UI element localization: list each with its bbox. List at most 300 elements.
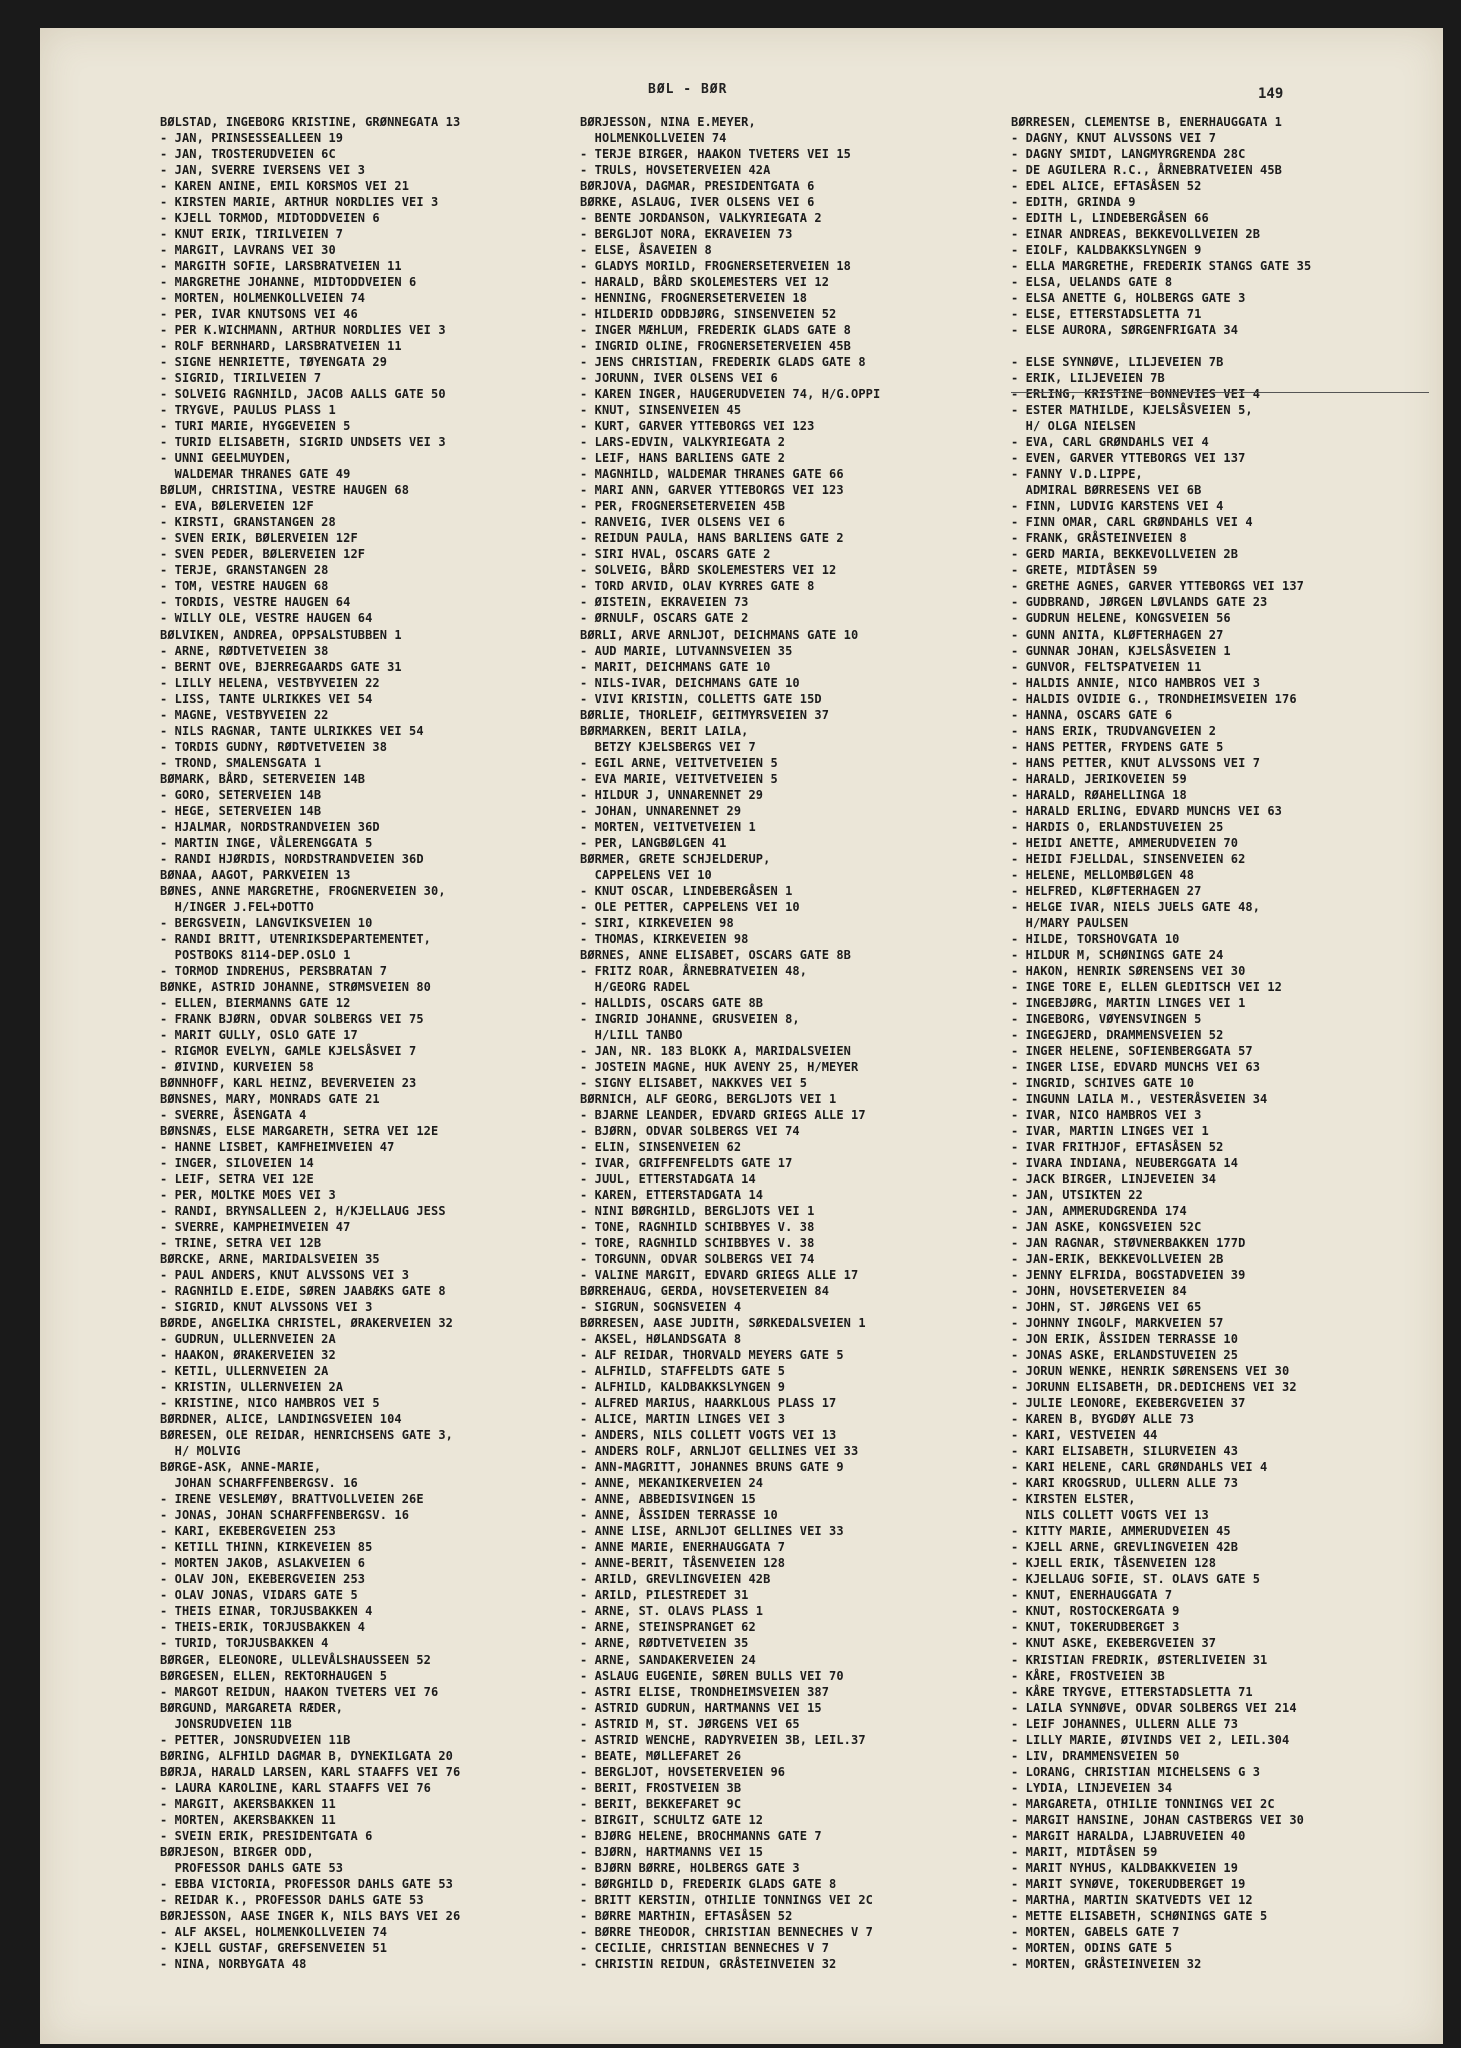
- directory-entry: - SOLVEIG RAGNHILD, JACOB AALLS GATE 50: [160, 387, 446, 402]
- directory-entry: BØRGUND, MARGARETA RÆDER,: [160, 1700, 344, 1715]
- directory-entry: - JON ERIK, ÅSSIDEN TERRASSE 10: [1011, 1332, 1239, 1347]
- directory-entry: - DAGNY, KNUT ALVSSONS VEI 7: [1011, 131, 1217, 146]
- directory-entry: - ARNE, ST. OLAVS PLASS 1: [580, 1604, 764, 1619]
- directory-entry: - BERIT, FROSTVEIEN 3B: [580, 1780, 742, 1795]
- directory-entry: - MARIT GULLY, OSLO GATE 17: [160, 1027, 358, 1042]
- directory-entry: - MARGIT, LAVRANS VEI 30: [160, 243, 336, 258]
- directory-entry: BØRCKE, ARNE, MARIDALSVEIEN 35: [160, 1252, 380, 1267]
- directory-entry: - LISS, TANTE ULRIKKES VEI 54: [160, 691, 373, 706]
- directory-entry: BØRRESEN, AASE JUDITH, SØRKEDALSVEIEN 1: [580, 1316, 866, 1331]
- directory-entry: - KNUT, TOKERUDBERGET 3: [1011, 1620, 1180, 1635]
- directory-entry: - HANNE LISBET, KAMFHEIMVEIEN 47: [160, 1140, 395, 1154]
- directory-entry: - BØRRE THEODOR, CHRISTIAN BENNECHES V 7: [580, 1924, 873, 1939]
- directory-entry: - REIDUN PAULA, HANS BARLIENS GATE 2: [580, 531, 844, 546]
- directory-entry: - BØRRE MARTHIN, EFTASÅSEN 52: [580, 1908, 793, 1923]
- directory-entry: - GERD MARIA, BEKKEVOLLVEIEN 2B: [1011, 547, 1239, 562]
- directory-entry: - MORTEN, AKERSBAKKEN 11: [160, 1812, 336, 1827]
- directory-entry: BØRJESSON, NINA E.MEYER,: [580, 115, 756, 129]
- directory-entry: - TERJE BIRGER, HAAKON TVETERS VEI 15: [580, 147, 852, 162]
- directory-entry: BØNNHOFF, KARL HEINZ, BEVERVEIEN 23: [160, 1075, 417, 1090]
- directory-entry: - HARALD ERLING, EDVARD MUNCHS VEI 63: [1011, 803, 1283, 818]
- directory-entry: - SIGRID, TIRILVEIEN 7: [160, 371, 322, 386]
- directory-entry: - NILS-IVAR, DEICHMANS GATE 10: [580, 675, 800, 690]
- directory-entry: - LYDIA, LINJEVEIEN 34: [1011, 1780, 1173, 1795]
- directory-entry: - MARTHA, MARTIN SKATVEDTS VEI 12: [1011, 1892, 1253, 1907]
- directory-entry: - HILDE, TORSHOVGATA 10: [1011, 931, 1180, 946]
- directory-entry: BØNSNES, MARY, MONRADS GATE 21: [160, 1091, 380, 1106]
- directory-entry: - SOLVEIG, BÅRD SKOLEMESTERS VEI 12: [580, 563, 837, 578]
- directory-entry: - HILDUR M, SCHØNINGS GATE 24: [1011, 947, 1224, 962]
- directory-entry: - BJØRG HELENE, BROCHMANNS GATE 7: [580, 1828, 822, 1843]
- directory-entry: - ELSE, ETTERSTADSLETTA 71: [1011, 307, 1202, 322]
- directory-entry: - JAN, SVERRE IVERSENS VEI 3: [160, 163, 366, 178]
- directory-entry: - ALFRED MARIUS, HAARKLOUS PLASS 17: [580, 1396, 837, 1411]
- directory-entry: - INGEBJØRG, MARTIN LINGES VEI 1: [1011, 995, 1246, 1010]
- directory-entry: - PER, FROGNERSETERVEIEN 45B: [580, 499, 786, 514]
- directory-entry: - HILDUR J, UNNARENNET 29: [580, 787, 764, 802]
- directory-entry: - EGIL ARNE, VEITVETVEIEN 5: [580, 755, 778, 770]
- directory-entry: - REIDAR K., PROFESSOR DAHLS GATE 53: [160, 1892, 424, 1907]
- directory-entry: - INGER MÆHLUM, FREDERIK GLADS GATE 8: [580, 323, 852, 338]
- directory-entry: BØRKE, ASLAUG, IVER OLSENS VEI 6: [580, 195, 815, 210]
- directory-entry: - EIOLF, KALDBAKKSLYNGEN 9: [1011, 243, 1202, 258]
- directory-entry: - GUDRUN HELENE, KONGSVEIEN 56: [1011, 611, 1231, 626]
- directory-entry: - HALDIS OVIDIE G., TRONDHEIMSVEIEN 176: [1011, 691, 1297, 706]
- directory-entry: - OLAV JONAS, VIDARS GATE 5: [160, 1588, 358, 1603]
- directory-entry: - NINI BØRGHILD, BERGLJOTS VEI 1: [580, 1204, 815, 1219]
- directory-entry: - JORUN WENKE, HENRIK SØRENSENS VEI 30: [1011, 1364, 1290, 1379]
- directory-entry: PROFESSOR DAHLS GATE 53: [160, 1860, 344, 1875]
- directory-entry: WALDEMAR THRANES GATE 49: [160, 467, 351, 482]
- directory-entry: - MORTEN JAKOB, ASLAKVEIEN 6: [160, 1556, 366, 1571]
- directory-entry: - RANDI BRITT, UTENRIKSDEPARTEMENTET,: [160, 931, 432, 946]
- directory-entry: - MAGNE, VESTBYVEIEN 22: [160, 707, 329, 722]
- directory-entry: - FINN OMAR, CARL GRØNDAHLS VEI 4: [1011, 515, 1253, 530]
- directory-entry: - BØRGHILD D, FREDERIK GLADS GATE 8: [580, 1876, 837, 1891]
- directory-entry: - PER, MOLTKE MOES VEI 3: [160, 1188, 336, 1203]
- directory-entry: - ELSA, UELANDS GATE 8: [1011, 275, 1173, 290]
- directory-entry: - EDEL ALICE, EFTASÅSEN 52: [1011, 179, 1202, 194]
- directory-entry: - JACK BIRGER, LINJEVEIEN 34: [1011, 1172, 1217, 1187]
- directory-entry: - GUDRUN, ULLERNVEIEN 2A: [160, 1332, 336, 1347]
- directory-entry: - MARGITH SOFIE, LARSBRATVEIEN 11: [160, 259, 402, 274]
- directory-entry: - GRETE, MIDTÅSEN 59: [1011, 563, 1158, 578]
- directory-entry: - KAREN INGER, HAUGERUDVEIEN 74, H/G.OPPI: [580, 387, 881, 402]
- directory-entry: BØNKE, ASTRID JOHANNE, STRØMSVEIEN 80: [160, 979, 432, 994]
- directory-entry: H/MARY PAULSEN: [1011, 915, 1129, 930]
- directory-entry: - DE AGUILERA R.C., ÅRNEBRATVEIEN 45B: [1011, 163, 1283, 178]
- directory-entry: - IRENE VESLEMØY, BRATTVOLLVEIEN 26E: [160, 1492, 424, 1507]
- directory-entry: - JAN ASKE, KONGSVEIEN 52C: [1011, 1220, 1202, 1235]
- directory-entry: BØRMARKEN, BERIT LAILA,: [580, 723, 749, 738]
- directory-entry: - ERIK, LILJEVEIEN 7B: [1011, 371, 1165, 386]
- directory-entry: - ALFHILD, KALDBAKKSLYNGEN 9: [580, 1380, 786, 1395]
- directory-entry: - HANS ERIK, TRUDVANGVEIEN 2: [1011, 723, 1217, 738]
- directory-entry: - KÅRE TRYGVE, ETTERSTADSLETTA 71: [1011, 1684, 1253, 1699]
- directory-entry: - INGUNN LAILA M., VESTERÅSVEIEN 34: [1011, 1091, 1268, 1106]
- directory-entry: - SVEN PEDER, BØLERVEIEN 12F: [160, 547, 366, 562]
- directory-entry: - GUDBRAND, JØRGEN LØVLANDS GATE 23: [1011, 595, 1268, 610]
- directory-entry: - KNUT, SINSENVEIEN 45: [580, 403, 742, 418]
- directory-entry: - HARALD, JERIKOVEIEN 59: [1011, 771, 1187, 786]
- directory-entry: - HARALD, RØAHELLINGA 18: [1011, 787, 1187, 802]
- directory-entry: - HAKON, HENRIK SØRENSENS VEI 30: [1011, 963, 1246, 978]
- directory-entry: - BERGSVEIN, LANGVIKSVEIEN 10: [160, 915, 373, 930]
- directory-entry: - BENTE JORDANSON, VALKYRIEGATA 2: [580, 211, 822, 226]
- directory-entry: - HENNING, FROGNERSETERVEIEN 18: [580, 291, 808, 306]
- directory-entry: - VIVI KRISTIN, COLLETTS GATE 15D: [580, 691, 822, 706]
- directory-entry: - KURT, GARVER YTTEBORGS VEI 123: [580, 419, 815, 434]
- directory-entry: - GUNNAR JOHAN, KJELSÅSVEIEN 1: [1011, 643, 1231, 658]
- directory-entry: - INGEGJERD, DRAMMENSVEIEN 52: [1011, 1027, 1224, 1042]
- directory-entry: BØRGER, ELEONORE, ULLEVÅLSHAUSSEEN 52: [160, 1652, 432, 1667]
- directory-entry: - GRETHE AGNES, GARVER YTTEBORGS VEI 137: [1011, 579, 1304, 594]
- directory-entry: - TORE, RAGNHILD SCHIBBYES V. 38: [580, 1236, 815, 1251]
- directory-entry: - RANDI, BRYNSALLEEN 2, H/KJELLAUG JESS: [160, 1204, 446, 1219]
- directory-entry: - ESTER MATHILDE, KJELSÅSVEIEN 5,: [1011, 403, 1253, 418]
- directory-entry: - ANNE-BERIT, TÅSENVEIEN 128: [580, 1556, 786, 1571]
- directory-entry: - JORUNN, IVER OLSENS VEI 6: [580, 371, 778, 386]
- directory-entry: - LEIF, SETRA VEI 12E: [160, 1172, 314, 1187]
- directory-entry: - KARI ELISABETH, SILURVEIEN 43: [1011, 1444, 1239, 1459]
- directory-entry: - ALF REIDAR, THORVALD MEYERS GATE 5: [580, 1348, 844, 1363]
- directory-entry: POSTBOKS 8114-DEP.OSLO 1: [160, 947, 351, 962]
- directory-entry: - INGEBORG, VØYENSVINGEN 5: [1011, 1011, 1202, 1026]
- directory-entry: - MARGRETHE JOHANNE, MIDTODDVEIEN 6: [160, 275, 417, 290]
- directory-entry: BØNSNÆS, ELSE MARGARETH, SETRA VEI 12E: [160, 1123, 439, 1138]
- directory-entry: BØRGE-ASK, ANNE-MARIE,: [160, 1460, 322, 1475]
- directory-entry: - MARGIT HANSINE, JOHAN CASTBERGS VEI 30: [1011, 1812, 1304, 1827]
- directory-page: [40, 28, 1443, 2044]
- directory-entry: - MORTEN, HOLMENKOLLVEIEN 74: [160, 291, 366, 306]
- directory-entry: BETZY KJELSBERGS VEI 7: [580, 739, 756, 754]
- directory-entry: - EVA MARIE, VEITVETVEIEN 5: [580, 771, 778, 786]
- directory-entry: - OLAV JON, EKEBERGVEIEN 253: [160, 1572, 366, 1587]
- directory-entry: ADMIRAL BØRRESENS VEI 6B: [1011, 483, 1202, 498]
- directory-entry: - PER K.WICHMANN, ARTHUR NORDLIES VEI 3: [160, 323, 446, 338]
- directory-entry: - KNUT, ROSTOCKERGATA 9: [1011, 1604, 1180, 1619]
- directory-entry: BØRJESON, BIRGER ODD,: [160, 1844, 314, 1859]
- directory-entry: - JAN, PRINSESSEALLEEN 19: [160, 131, 344, 146]
- directory-entry: - TRULS, HOVSETERVEIEN 42A: [580, 163, 771, 178]
- directory-entry: - INGER, SILOVEIEN 14: [160, 1156, 314, 1171]
- directory-entry: - DAGNY SMIDT, LANGMYRGRENDA 28C: [1011, 147, 1246, 162]
- directory-entry: - KJELL TORMOD, MIDTODDVEIEN 6: [160, 211, 380, 226]
- directory-entry: - HELFRED, KLØFTERHAGEN 27: [1011, 883, 1202, 898]
- directory-entry: - SIGNE HENRIETTE, TØYENGATA 29: [160, 355, 388, 370]
- directory-entry: - PER, IVAR KNUTSONS VEI 46: [160, 307, 358, 322]
- directory-entry: - LEIF JOHANNES, ULLERN ALLE 73: [1011, 1716, 1239, 1731]
- directory-entry: - JOHNNY INGOLF, MARKVEIEN 57: [1011, 1316, 1224, 1331]
- directory-entry: - MARGARETA, OTHILIE TONNINGS VEI 2C: [1011, 1796, 1275, 1811]
- directory-entry: - MORTEN, GRÅSTEINVEIEN 32: [1011, 1956, 1202, 1971]
- directory-entry: - HEGE, SETERVEIEN 14B: [160, 803, 322, 818]
- directory-entry: - HARALD, BÅRD SKOLEMESTERS VEI 12: [580, 275, 830, 290]
- directory-entry: - SIGRID, KNUT ALVSSONS VEI 3: [160, 1300, 373, 1315]
- directory-entry: - ARNE, STEINSPRANGET 62: [580, 1620, 756, 1635]
- directory-entry: - KARI HELENE, CARL GRØNDAHLS VEI 4: [1011, 1460, 1268, 1475]
- directory-entry: - RANDI HJØRDIS, NORDSTRANDVEIEN 36D: [160, 851, 424, 866]
- directory-entry: - INGER LISE, EDVARD MUNCHS VEI 63: [1011, 1059, 1261, 1074]
- directory-entry: BØRGESEN, ELLEN, REKTORHAUGEN 5: [160, 1668, 388, 1683]
- directory-entry: - KIRSTEN ELSTER,: [1011, 1492, 1136, 1507]
- directory-entry: - HELGE IVAR, NIELS JUELS GATE 48,: [1011, 899, 1261, 914]
- directory-entry: - KARI, VESTVEIEN 44: [1011, 1428, 1158, 1443]
- directory-entry: - BERIT, BEKKEFARET 9C: [580, 1796, 742, 1811]
- directory-entry: - FANNY V.D.LIPPE,: [1011, 467, 1143, 482]
- directory-entry: - HJALMAR, NORDSTRANDVEIEN 36D: [160, 819, 380, 834]
- directory-entry: - GUNVOR, FELTSPATVEIEN 11: [1011, 659, 1202, 674]
- directory-entry: - JAN, TROSTERUDVEIEN 6C: [160, 147, 336, 162]
- directory-entry: - HALLDIS, OSCARS GATE 8B: [580, 995, 764, 1010]
- directory-entry: BØRLI, ARVE ARNLJOT, DEICHMANS GATE 10: [580, 627, 859, 642]
- directory-entry: [1011, 338, 1311, 354]
- directory-entry: - MORTEN, GABELS GATE 7: [1011, 1924, 1180, 1939]
- directory-entry: - LARS-EDVIN, VALKYRIEGATA 2: [580, 435, 786, 450]
- directory-entry: H/GEORG RADEL: [580, 979, 690, 994]
- directory-entry: - ANNE LISE, ARNLJOT GELLINES VEI 33: [580, 1524, 844, 1539]
- directory-entry: - MARGIT, AKERSBAKKEN 11: [160, 1796, 336, 1811]
- directory-entry: - ASTRID GUDRUN, HARTMANNS VEI 15: [580, 1700, 822, 1715]
- directory-entry: - HANNA, OSCARS GATE 6: [1011, 707, 1173, 722]
- directory-entry: - RIGMOR EVELYN, GAMLE KJELSÅSVEI 7: [160, 1043, 417, 1058]
- directory-entry: - KJELL ERIK, TÅSENVEIEN 128: [1011, 1556, 1217, 1571]
- directory-entry: - RAGNHILD E.EIDE, SØREN JAABÆKS GATE 8: [160, 1284, 446, 1299]
- directory-entry: - FRANK, GRÅSTEINVEIEN 8: [1011, 531, 1187, 546]
- directory-entry: - HELENE, MELLOMBØLGEN 48: [1011, 867, 1195, 882]
- directory-entry: - KNUT, ENERHAUGGATA 7: [1011, 1588, 1173, 1603]
- directory-entry: - MAGNHILD, WALDEMAR THRANES GATE 66: [580, 467, 844, 482]
- directory-entry: BØRREHAUG, GERDA, HOVSETERVEIEN 84: [580, 1284, 830, 1299]
- directory-entry: - IVAR, GRIFFENFELDTS GATE 17: [580, 1156, 793, 1171]
- directory-entry: - HARDIS O, ERLANDSTUVEIEN 25: [1011, 819, 1224, 834]
- directory-entry: - MARGOT REIDUN, HAAKON TVETERS VEI 76: [160, 1684, 439, 1699]
- directory-entry: - HAAKON, ØRAKERVEIEN 32: [160, 1348, 336, 1363]
- directory-entry: CAPPELENS VEI 10: [580, 867, 712, 882]
- directory-entry: - JAN, UTSIKTEN 22: [1011, 1188, 1143, 1203]
- directory-entry: - ELLA MARGRETHE, FREDERIK STANGS GATE 35: [1011, 259, 1312, 274]
- directory-entry: - ANDERS ROLF, ARNLJOT GELLINES VEI 33: [580, 1444, 859, 1459]
- directory-entry: - KARI KROGSRUD, ULLERN ALLE 73: [1011, 1476, 1239, 1491]
- directory-entry: - ANDERS, NILS COLLETT VOGTS VEI 13: [580, 1428, 837, 1443]
- directory-entry: - INGRID JOHANNE, GRUSVEIEN 8,: [580, 1011, 800, 1026]
- directory-entry: - BJARNE LEANDER, EDVARD GRIEGS ALLE 17: [580, 1107, 866, 1122]
- directory-entry: - JOHN, HOVSETERVEIEN 84: [1011, 1284, 1187, 1299]
- page-header: BØL - BØR: [648, 82, 728, 97]
- directory-entry: - TOM, VESTRE HAUGEN 68: [160, 579, 329, 594]
- directory-entry: - TROND, SMALENSGATA 1: [160, 755, 322, 770]
- directory-entry: - ALICE, MARTIN LINGES VEI 3: [580, 1412, 786, 1427]
- directory-entry: - BERGLJOT NORA, EKRAVEIEN 73: [580, 227, 793, 242]
- directory-entry: - ANN-MAGRITT, JOHANNES BRUNS GATE 9: [580, 1460, 844, 1475]
- directory-entry: - ØRNULF, OSCARS GATE 2: [580, 611, 749, 626]
- directory-entry: - ASLAUG EUGENIE, SØREN BULLS VEI 70: [580, 1668, 844, 1683]
- directory-entry: BØRING, ALFHILD DAGMAR B, DYNEKILGATA 20: [160, 1748, 453, 1763]
- column-2: [580, 114, 880, 1972]
- directory-entry: - BERNT OVE, BJERREGAARDS GATE 31: [160, 659, 402, 674]
- directory-entry: - JONAS ASKE, ERLANDSTUVEIEN 25: [1011, 1348, 1239, 1363]
- directory-entry: - ARNE, RØDTVETVEIEN 38: [160, 643, 329, 658]
- directory-entry: - SIGNY ELISABET, NAKKVES VEI 5: [580, 1075, 808, 1090]
- directory-entry: BØRNES, ANNE ELISABET, OSCARS GATE 8B: [580, 947, 852, 962]
- directory-entry: - PAUL ANDERS, KNUT ALVSSONS VEI 3: [160, 1268, 410, 1283]
- directory-entry: - IVAR, MARTIN LINGES VEI 1: [1011, 1123, 1209, 1138]
- directory-entry: - HEIDI ANETTE, AMMERUDVEIEN 70: [1011, 835, 1239, 850]
- directory-entry: - JENS CHRISTIAN, FREDERIK GLADS GATE 8: [580, 355, 866, 370]
- directory-entry: - LAILA SYNNØVE, ODVAR SOLBERGS VEI 214: [1011, 1700, 1297, 1715]
- directory-entry: - SIRI, KIRKEVEIEN 98: [580, 915, 734, 930]
- directory-entry: - ARILD, GREVLINGVEIEN 42B: [580, 1572, 771, 1587]
- directory-entry: - JOHN, ST. JØRGENS VEI 65: [1011, 1300, 1202, 1315]
- directory-entry: - NINA, NORBYGATA 48: [160, 1956, 307, 1971]
- column-divider-rule: [1011, 392, 1429, 393]
- directory-entry: - JOHAN, UNNARENNET 29: [580, 803, 742, 818]
- directory-entry: - NILS RAGNAR, TANTE ULRIKKES VEI 54: [160, 723, 424, 738]
- directory-entry: - BJØRN BØRRE, HOLBERGS GATE 3: [580, 1860, 800, 1875]
- directory-entry: - ARNE, RØDTVETVEIEN 35: [580, 1636, 749, 1651]
- directory-entry: JONSRUDVEIEN 11B: [160, 1716, 292, 1731]
- directory-entry: BØRJOVA, DAGMAR, PRESIDENTGATA 6: [580, 179, 815, 194]
- directory-entry: - ELIN, SINSENVEIEN 62: [580, 1140, 742, 1154]
- directory-entry: - HEIDI FJELLDAL, SINSENVEIEN 62: [1011, 851, 1246, 866]
- directory-entry: - JAN, AMMERUDGRENDA 174: [1011, 1204, 1187, 1219]
- directory-entry: - KAREN, ETTERSTADGATA 14: [580, 1188, 764, 1203]
- directory-entry: - SVERRE, ÅSENGATA 4: [160, 1107, 307, 1122]
- directory-entry: - CECILIE, CHRISTIAN BENNECHES V 7: [580, 1940, 830, 1955]
- directory-entry: - TORD ARVID, OLAV KYRRES GATE 8: [580, 579, 815, 594]
- directory-entry: - EINAR ANDREAS, BEKKEVOLLVEIEN 2B: [1011, 227, 1261, 242]
- directory-entry: - WILLY OLE, VESTRE HAUGEN 64: [160, 611, 373, 626]
- directory-entry: BØRJA, HARALD LARSEN, KARL STAAFFS VEI 76: [160, 1764, 461, 1779]
- column-1: [160, 114, 460, 1972]
- directory-entry: - TURID ELISABETH, SIGRID UNDSETS VEI 3: [160, 435, 446, 450]
- directory-entry: - KNUT ERIK, TIRILVEIEN 7: [160, 227, 344, 242]
- directory-entry: - EDITH, GRINDA 9: [1011, 195, 1136, 210]
- directory-entry: - ARILD, PILESTREDET 31: [580, 1588, 749, 1603]
- directory-entry: - BRITT KERSTIN, OTHILIE TONNINGS VEI 2C: [580, 1892, 873, 1907]
- directory-entry: - KITTY MARIE, AMMERUDVEIEN 45: [1011, 1524, 1231, 1539]
- directory-entry: - BERGLJOT, HOVSETERVEIEN 96: [580, 1764, 786, 1779]
- directory-entry: - TORDIS, VESTRE HAUGEN 64: [160, 595, 351, 610]
- directory-entry: - SVEIN ERIK, PRESIDENTGATA 6: [160, 1828, 373, 1843]
- directory-entry: - JAN RAGNAR, STØVNERBAKKEN 177D: [1011, 1236, 1246, 1251]
- directory-entry: - KIRSTEN MARIE, ARTHUR NORDLIES VEI 3: [160, 195, 439, 210]
- directory-entry: - LEIF, HANS BARLIENS GATE 2: [580, 451, 786, 466]
- directory-entry: BØRDNER, ALICE, LANDINGSVEIEN 104: [160, 1412, 402, 1427]
- directory-entry: JOHAN SCHARFFENBERGSV. 16: [160, 1476, 358, 1491]
- directory-entry: - FRITZ ROAR, ÅRNEBRATVEIEN 48,: [580, 963, 808, 978]
- directory-entry: - JUUL, ETTERSTADGATA 14: [580, 1172, 756, 1187]
- directory-entry: BØRDE, ANGELIKA CHRISTEL, ØRAKERVEIEN 32: [160, 1316, 453, 1331]
- directory-entry: - INGER HELENE, SOFIENBERGGATA 57: [1011, 1043, 1253, 1058]
- directory-entry: - SVEN ERIK, BØLERVEIEN 12F: [160, 531, 358, 546]
- directory-entry: - BIRGIT, SCHULTZ GATE 12: [580, 1812, 764, 1827]
- directory-entry: - INGRID OLINE, FROGNERSETERVEIEN 45B: [580, 339, 852, 354]
- directory-entry: BØRRESEN, CLEMENTSE B, ENERHAUGGATA 1: [1011, 115, 1283, 129]
- directory-entry: H/LILL TANBO: [580, 1027, 683, 1042]
- directory-entry: - LIV, DRAMMENSVEIEN 50: [1011, 1748, 1180, 1763]
- directory-entry: - JORUNN ELISABETH, DR.DEDICHENS VEI 32: [1011, 1380, 1297, 1395]
- directory-entry: - ANNE, ÅSSIDEN TERRASSE 10: [580, 1508, 778, 1523]
- directory-entry: - LILLY MARIE, ØIVINDS VEI 2, LEIL.304: [1011, 1732, 1290, 1747]
- directory-entry: - EBBA VICTORIA, PROFESSOR DAHLS GATE 53: [160, 1876, 453, 1891]
- directory-entry: - METTE ELISABETH, SCHØNINGS GATE 5: [1011, 1908, 1268, 1923]
- directory-entry: - TRINE, SETRA VEI 12B: [160, 1236, 322, 1251]
- directory-entry: - HANS PETTER, KNUT ALVSSONS VEI 7: [1011, 755, 1261, 770]
- directory-entry: - TONE, RAGNHILD SCHIBBYES V. 38: [580, 1220, 815, 1235]
- directory-entry: - PETTER, JONSRUDVEIEN 11B: [160, 1732, 351, 1747]
- directory-entry: - EVEN, GARVER YTTEBORGS VEI 137: [1011, 451, 1246, 466]
- directory-entry: - AUD MARIE, LUTVANNSVEIEN 35: [580, 643, 793, 658]
- directory-entry: - ROLF BERNHARD, LARSBRATVEIEN 11: [160, 339, 402, 354]
- directory-entry: BØRESEN, OLE REIDAR, HENRICHSENS GATE 3,: [160, 1428, 453, 1443]
- directory-entry: NILS COLLETT VOGTS VEI 13: [1011, 1508, 1209, 1523]
- directory-entry: BØLSTAD, INGEBORG KRISTINE, GRØNNEGATA 13: [160, 115, 461, 129]
- directory-entry: - KNUT ASKE, EKEBERGVEIEN 37: [1011, 1636, 1217, 1651]
- directory-entry: - KETIL, ULLERNVEIEN 2A: [160, 1364, 329, 1379]
- directory-entry: - CHRISTIN REIDUN, GRÅSTEINVEIEN 32: [580, 1956, 837, 1971]
- directory-entry: - MARIT SYNØVE, TOKERUDBERGET 19: [1011, 1876, 1246, 1891]
- directory-entry: - ANNE, MEKANIKERVEIEN 24: [580, 1476, 764, 1491]
- directory-entry: - ØISTEIN, EKRAVEIEN 73: [580, 595, 749, 610]
- directory-entry: - EVA, BØLERVEIEN 12F: [160, 499, 314, 514]
- directory-entry: - MARTIN INGE, VÅLERENGGATA 5: [160, 835, 373, 850]
- directory-entry: - KAREN ANINE, EMIL KORSMOS VEI 21: [160, 179, 410, 194]
- directory-entry: - INGRID, SCHIVES GATE 10: [1011, 1075, 1195, 1090]
- directory-entry: BØLUM, CHRISTINA, VESTRE HAUGEN 68: [160, 483, 410, 498]
- directory-entry: - TURID, TORJUSBAKKEN 4: [160, 1636, 329, 1651]
- directory-entry: - ASTRI ELISE, TRONDHEIMSVEIEN 387: [580, 1684, 830, 1699]
- directory-entry: - KRISTINE, NICO HAMBROS VEI 5: [160, 1396, 380, 1411]
- directory-entry: - IVAR FRITHJOF, EFTASÅSEN 52: [1011, 1140, 1224, 1154]
- directory-entry: - IVARA INDIANA, NEUBERGGATA 14: [1011, 1156, 1239, 1171]
- directory-entry: - ERLING, KRISTINE BONNEVIES VEI 4: [1011, 387, 1261, 402]
- directory-entry: - JULIE LEONORE, EKEBERGVEIEN 37: [1011, 1396, 1246, 1411]
- directory-entry: - KRISTIAN FREDRIK, ØSTERLIVEIEN 31: [1011, 1652, 1268, 1667]
- directory-entry: - LAURA KAROLINE, KARL STAAFFS VEI 76: [160, 1780, 432, 1795]
- directory-entry: - JENNY ELFRIDA, BOGSTADVEIEN 39: [1011, 1268, 1246, 1283]
- directory-entry: - KÅRE, FROSTVEIEN 3B: [1011, 1668, 1165, 1683]
- directory-entry: - SVERRE, KAMPHEIMVEIEN 47: [160, 1220, 351, 1235]
- directory-entry: - KAREN B, BYGDØY ALLE 73: [1011, 1412, 1195, 1427]
- directory-entry: - MARIT, MIDTÅSEN 59: [1011, 1844, 1158, 1859]
- directory-entry: - MORTEN, ODINS GATE 5: [1011, 1940, 1173, 1955]
- directory-entry: BØNES, ANNE MARGRETHE, FROGNERVEIEN 30,: [160, 883, 446, 898]
- directory-entry: - ANNE MARIE, ENERHAUGGATA 7: [580, 1540, 786, 1555]
- directory-entry: HOLMENKOLLVEIEN 74: [580, 131, 727, 146]
- directory-entry: - ELSE AURORA, SØRGENFRIGATA 34: [1011, 323, 1239, 338]
- directory-entry: BØRJESSON, AASE INGER K, NILS BAYS VEI 26: [160, 1908, 461, 1923]
- directory-entry: - MORTEN, VEITVETVEIEN 1: [580, 819, 756, 834]
- directory-entry: - JAN-ERIK, BEKKEVOLLVEIEN 2B: [1011, 1252, 1224, 1267]
- directory-entry: - EDITH L, LINDEBERGÅSEN 66: [1011, 211, 1209, 226]
- directory-entry: - MARIT NYHUS, KALDBAKKVEIEN 19: [1011, 1860, 1239, 1875]
- directory-entry: - GUNN ANITA, KLØFTERHAGEN 27: [1011, 627, 1224, 642]
- directory-entry: BØNAA, AAGOT, PARKVEIEN 13: [160, 867, 351, 882]
- directory-entry: BØLVIKEN, ANDREA, OPPSALSTUBBEN 1: [160, 627, 402, 642]
- directory-entry: - MARI ANN, GARVER YTTEBORGS VEI 123: [580, 483, 844, 498]
- directory-entry: - TRYGVE, PAULUS PLASS 1: [160, 403, 336, 418]
- directory-entry: - ØIVIND, KURVEIEN 58: [160, 1059, 314, 1074]
- directory-entry: - ASTRID WENCHE, RADYRVEIEN 3B, LEIL.37: [580, 1732, 866, 1747]
- directory-entry: - IVAR, NICO HAMBROS VEI 3: [1011, 1107, 1202, 1122]
- directory-entry: - TERJE, GRANSTANGEN 28: [160, 563, 329, 578]
- directory-entry: BØRLIE, THORLEIF, GEITMYRSVEIEN 37: [580, 707, 830, 722]
- directory-entry: BØRMER, GRETE SCHJELDERUP,: [580, 851, 771, 866]
- directory-entry: - LORANG, CHRISTIAN MICHELSENS G 3: [1011, 1764, 1261, 1779]
- directory-entry: BØMARK, BÅRD, SETERVEIEN 14B: [160, 771, 366, 786]
- directory-entry: - UNNI GEELMUYDEN,: [160, 451, 292, 466]
